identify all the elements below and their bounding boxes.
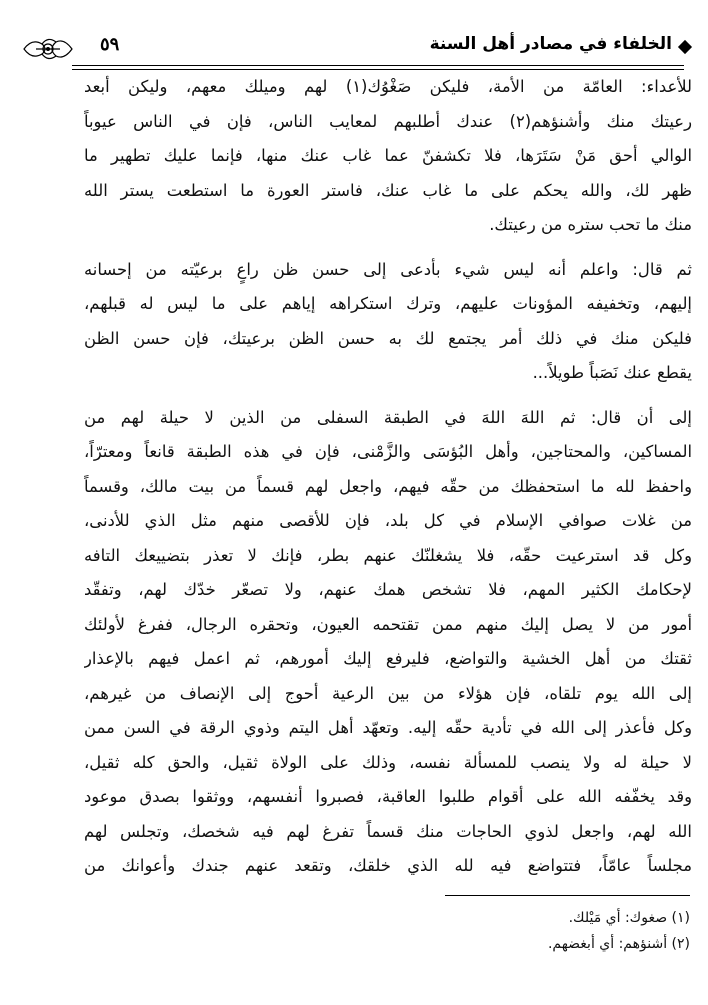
text-line: ظهر لك، والله يحكم على ما غاب عنك، فاستر العورة ما استطعت يستر الله bbox=[84, 180, 692, 200]
diamond-icon bbox=[678, 40, 692, 54]
main-text bbox=[84, 70, 692, 884]
text-line: ثم قال: واعلم أنه ليس شيء بأدعى إلى حسن ظن راعٍ برعيّته من إحسانه bbox=[84, 259, 692, 279]
paragraph-1 bbox=[84, 70, 692, 243]
text-line: إلى أن قال: ثم اللهَ اللهَ في الطبقة السفلى من الذين لا حيلة لهم من bbox=[84, 407, 692, 427]
text-line: المساكين، والمحتاجين، وأهل البُؤسَى والزَّمْنى، فإن في هذه الطبقة قانعاً ومعترّاً، bbox=[84, 442, 692, 461]
page-header bbox=[20, 28, 690, 68]
text-line: لا حيلة له ولا ينصب للمسألة نفسه، وذلك على الولاة ثقيل، والحق كله ثقيل، bbox=[84, 752, 692, 772]
text-line: وكل فأعذر إلى الله في تأدية حقّه إليه. وتعهّد أهل اليتم وذوي الرقة في السن ممن bbox=[84, 718, 692, 737]
text-line: وقد يخفّفه الله على أقوام طلبوا العاقبة، فصبروا أنفسهم، ووثقوا بصدق موعود bbox=[84, 787, 692, 806]
paragraph-3 bbox=[84, 401, 692, 884]
paragraph-2 bbox=[84, 253, 692, 391]
text-line: مجلساً عامّاً، فتتواضع فيه لله الذي خلقك، وتقعد عنهم جندك وأعوانك من bbox=[84, 856, 692, 875]
footnote-2: (٢) أشنؤهم: أي أبغضهم. bbox=[547, 936, 690, 952]
text-line: منك ما تحب ستره من رعيتك. bbox=[489, 215, 692, 234]
text-line: أمور من لا يصل إليك منهم ممن تقتحمه العيون، وتحقره الرجال، ففرغ لأولئك bbox=[84, 614, 692, 634]
footnotes bbox=[390, 905, 690, 957]
text-line: إلى الله يوم تلقاه، فإن هؤلاء من بين الرعية أحوج إلى الإنصاف من غيرهم، bbox=[84, 683, 692, 703]
footnote-rule bbox=[445, 895, 690, 896]
text-line: للأعداء: العامّة من الأمة، فليكن صَغْوُك(١) لهم وميلك معهم، وليكن أبعد bbox=[84, 77, 692, 96]
text-line: لإحكامك الكثير المهم، فلا تشخص همك عنهم، ولا تصعّر خدّك لهم، وتفقّد bbox=[84, 580, 692, 599]
text-line: فليكن منك في ذلك أمر يجتمع لك به حسن الظن برعيتك، فإن حسن الظن bbox=[84, 328, 692, 348]
ornament-icon bbox=[20, 32, 76, 66]
page-number: ٥٩ bbox=[100, 34, 120, 55]
text-line: الله لهم، واجعل لذوي الحاجات منك قسماً تفرغ لهم فيه شخصك، وتجلس لهم bbox=[84, 821, 692, 841]
text-line: الوالي أحق مَنْ سَتَرَها، فلا تكشفنّ عما غاب عنك منها، فإنما عليك تطهير ما bbox=[84, 146, 692, 165]
text-line: يقطع عنك نَصَباً طويلاً... bbox=[532, 363, 692, 382]
text-line: وكل قد استرعيت حقّه، فلا يشغلنّك عنهم بطر، فإنك لا تعذر بتضييعك التافه bbox=[84, 545, 692, 565]
text-line: ثقتك من أهل الخشية والتواضع، فليرفع إليك أمورهم، ثم اعمل فيهم بالإعذار bbox=[84, 649, 692, 668]
running-title: الخلفاء في مصادر أهل السنة bbox=[429, 34, 672, 54]
text-line: واحفظ لله ما استحفظك من حقّه فيهم، واجعل لهم قسماً من بيت مالك، وقسماً bbox=[84, 476, 692, 496]
text-line: إليهم، وتخفيفه المؤونات عليهم، وترك استكراهه إياهم على ما ليس له قبلهم، bbox=[84, 294, 692, 313]
text-line: من غلات صوافي الإسلام في كل بلد، فإن للأقصى منهم مثل الذي للأدنى، bbox=[84, 511, 692, 530]
footnote-1: (١) صغوك: أي مَيْلك. bbox=[568, 910, 690, 926]
text-line: رعيتك منك وأشنؤهم(٢) عندك أطلبهم لمعايب الناس، فإن في الناس عيوباً bbox=[84, 111, 692, 131]
header-rule bbox=[72, 65, 684, 66]
